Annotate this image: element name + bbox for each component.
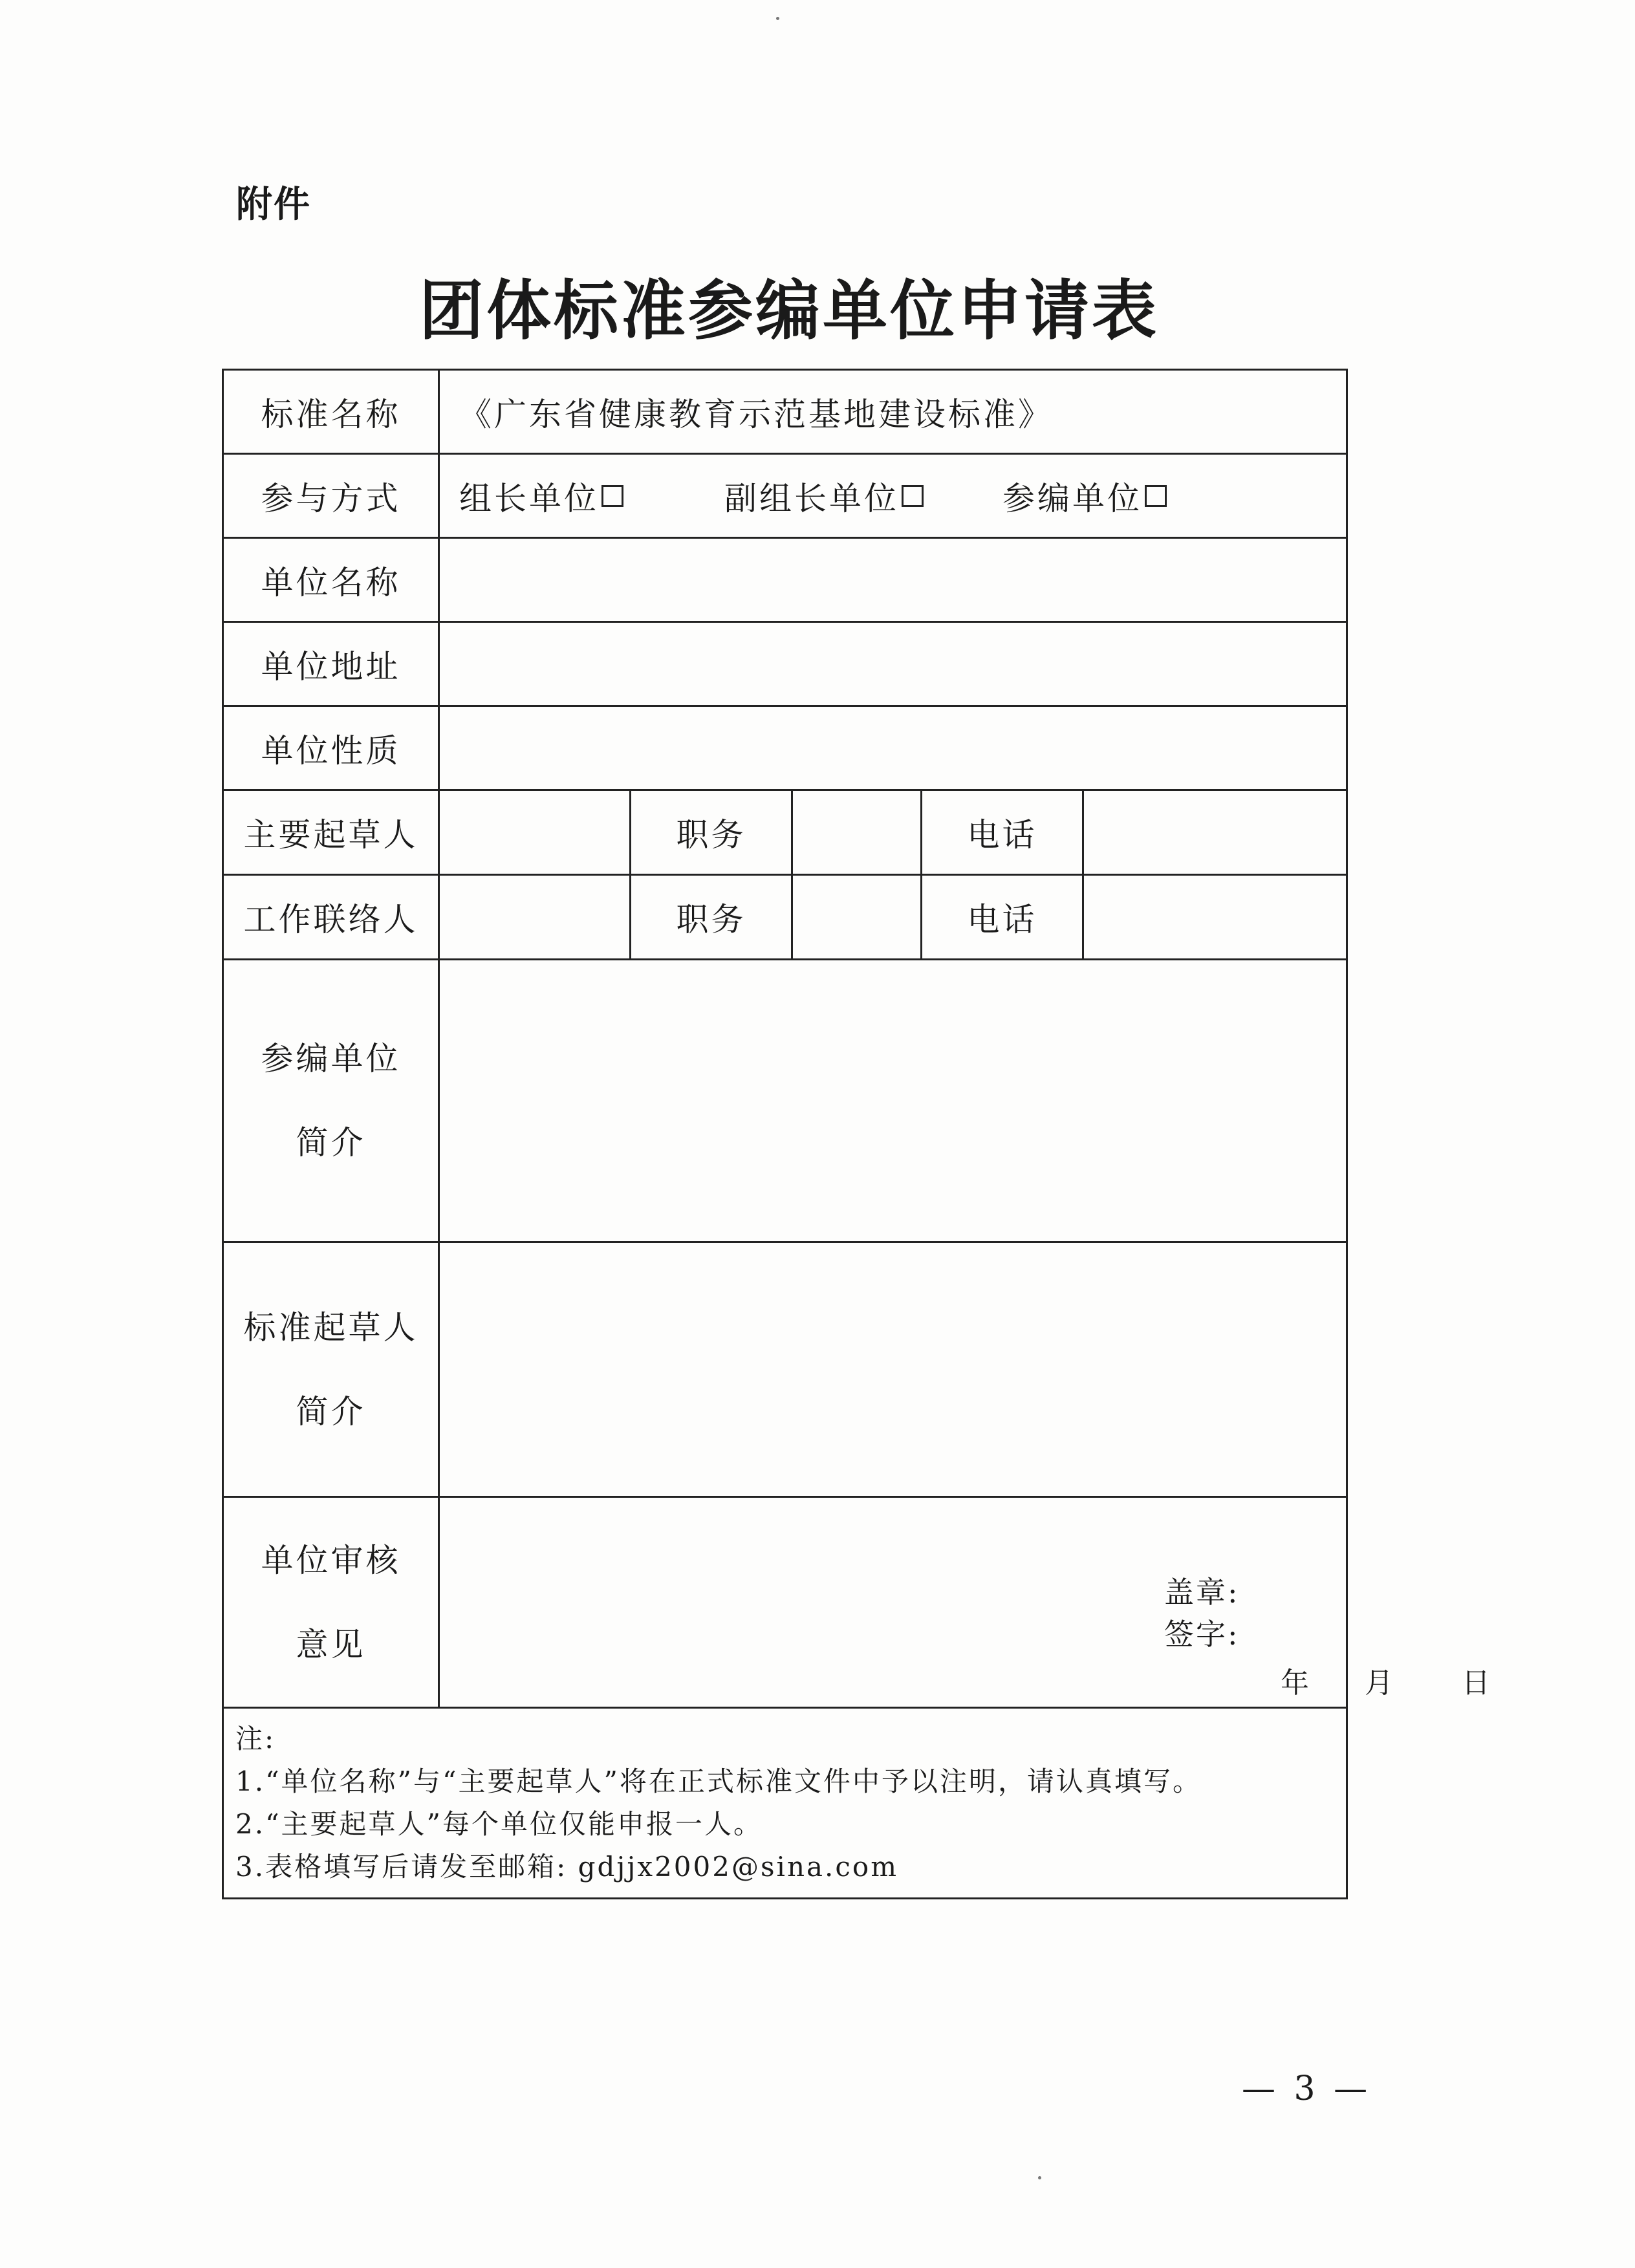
notes-row	[223, 1708, 1347, 1899]
option-deputy-leader-unit[interactable]	[724, 473, 1002, 519]
unit-address-row	[223, 622, 1347, 706]
unit-name-field[interactable]	[439, 538, 1347, 622]
unit-name-row	[223, 538, 1347, 622]
participation-label: 参与方式	[223, 454, 439, 538]
option-participating-unit[interactable]	[1002, 473, 1167, 519]
deputy-leader-unit-checkbox[interactable]	[902, 485, 924, 507]
contact-person-field[interactable]	[439, 875, 631, 960]
page-title: 团体标准参编单位申请表	[419, 273, 1159, 349]
application-form-table	[222, 369, 1493, 1899]
participating-unit-checkbox[interactable]	[1145, 485, 1167, 507]
main-drafter-label: 主要起草人	[223, 790, 439, 875]
note-item: 2.“主要起草人”每个单位仅能申报一人。	[235, 1808, 763, 1840]
review-opinion-field[interactable]	[439, 1497, 1493, 1708]
standard-name-value: 《广东省健康教育示范基地建设标准》	[439, 370, 1347, 454]
unit-nature-row	[223, 706, 1347, 790]
contact-person-position-label: 职务	[631, 875, 792, 960]
review-opinion-row	[223, 1497, 1347, 1708]
unit-intro-label	[223, 960, 439, 1242]
unit-intro-field[interactable]	[439, 960, 1347, 1242]
scan-speck	[776, 17, 779, 20]
unit-intro-label-line2: 简介	[296, 1124, 366, 1161]
date-day-label: 日	[1462, 1667, 1493, 1700]
main-drafter-field[interactable]	[439, 790, 631, 875]
unit-intro-label-line1: 参编单位	[261, 1040, 401, 1077]
unit-address-field[interactable]	[439, 622, 1347, 706]
main-drafter-position-field[interactable]	[792, 790, 922, 875]
seal-label: 盖章:	[1164, 1575, 1240, 1610]
unit-nature-label: 单位性质	[223, 706, 439, 790]
main-drafter-row	[223, 790, 1347, 875]
contact-person-phone-field[interactable]	[1083, 875, 1347, 960]
page-number: — 3 —	[1242, 2069, 1372, 2108]
standard-name-label: 标准名称	[223, 370, 439, 454]
leader-unit-checkbox[interactable]	[601, 485, 623, 507]
note-item: 3.表格填写后请发至邮箱: gdjjx2002@sina.com	[235, 1851, 899, 1883]
contact-person-position-field[interactable]	[792, 875, 922, 960]
date-year-label: 年	[1281, 1667, 1312, 1700]
participation-row	[223, 454, 1347, 538]
drafter-intro-label-line1: 标准起草人	[243, 1308, 418, 1346]
notes-cell	[223, 1708, 1347, 1899]
participation-options	[439, 454, 1347, 538]
main-drafter-phone-label: 电话	[922, 790, 1083, 875]
notes-heading: 注:	[235, 1723, 276, 1755]
drafter-intro-row	[223, 1242, 1347, 1497]
unit-address-label: 单位地址	[223, 622, 439, 706]
unit-nature-field[interactable]	[439, 706, 1347, 790]
option-deputy-leader-unit-label: 副组长单位	[724, 479, 899, 517]
drafter-intro-label	[223, 1242, 439, 1497]
contact-person-label: 工作联络人	[223, 875, 439, 960]
date-month-label: 月	[1365, 1667, 1396, 1700]
unit-name-label: 单位名称	[223, 538, 439, 622]
review-opinion-label-line1: 单位审核	[261, 1541, 401, 1579]
option-participating-unit-label: 参编单位	[1002, 479, 1142, 517]
option-leader-unit[interactable]	[459, 473, 724, 519]
review-opinion-label	[223, 1497, 439, 1708]
drafter-intro-label-line2: 简介	[296, 1392, 366, 1431]
main-drafter-position-label: 职务	[631, 790, 792, 875]
note-item: 1.“单位名称”与“主要起草人”将在正式标准文件中予以注明，请认真填写。	[235, 1766, 1202, 1797]
signature-label: 签字:	[1164, 1617, 1240, 1652]
option-leader-unit-label: 组长单位	[459, 479, 599, 517]
drafter-intro-field[interactable]	[439, 1242, 1347, 1497]
contact-person-phone-label: 电话	[922, 875, 1083, 960]
unit-intro-row	[223, 960, 1347, 1242]
main-drafter-phone-field[interactable]	[1083, 790, 1347, 875]
review-opinion-label-line2: 意见	[296, 1625, 366, 1663]
standard-name-row	[223, 370, 1347, 454]
scan-speck	[1038, 2176, 1041, 2179]
contact-person-row	[223, 875, 1347, 960]
attachment-label: 附件	[236, 184, 311, 226]
